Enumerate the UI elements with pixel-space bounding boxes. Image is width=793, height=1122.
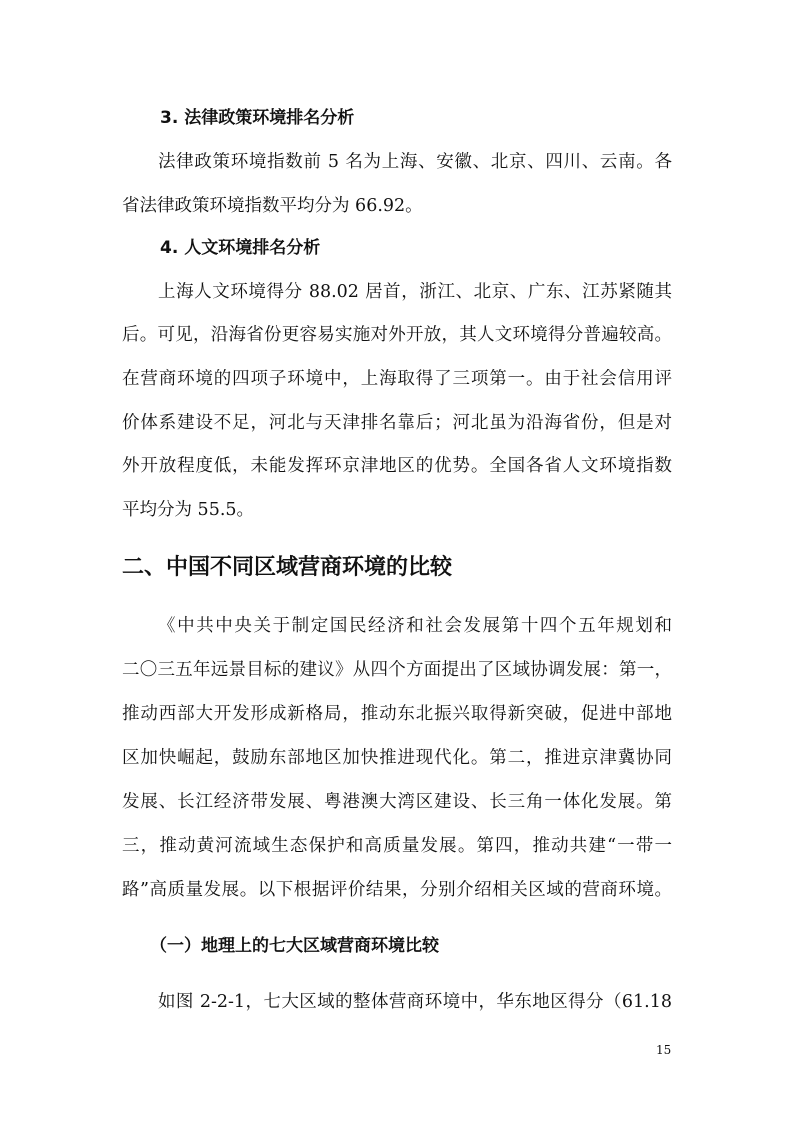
section-heading-law-policy: 3. 法律政策环境排名分析: [160, 108, 355, 128]
paragraph-line: 路”高质量发展。以下根据评价结果，分别介绍相关区域的营商环境。: [122, 880, 672, 900]
paragraph-line: 省法律政策环境指数平均分为 66.92。: [122, 196, 423, 216]
paragraph-line: 法律政策环境指数前 5 名为上海、安徽、北京、四川、云南。各: [158, 152, 672, 172]
paragraph-line: 发展、长江经济带发展、粤港澳大湾区建设、长三角一体化发展。第: [122, 792, 672, 812]
section-heading-humanities: 4. 人文环境排名分析: [160, 238, 321, 258]
paragraph-line: 《中共中央关于制定国民经济和社会发展第十四个五年规划和: [158, 616, 672, 636]
page-number: 15: [656, 1043, 672, 1057]
paragraph-line: 如图 2-2-1，七大区域的整体营商环境中，华东地区得分（61.18: [158, 992, 672, 1012]
paragraph-line: 平均分为 55.5。: [122, 500, 255, 520]
paragraph-line: 外开放程度低，未能发挥环京津地区的优势。全国各省人文环境指数: [122, 456, 672, 476]
paragraph-line: 三，推动黄河流域生态保护和高质量发展。第四，推动共建“一带一: [122, 836, 672, 856]
subsection-heading-seven-regions: （一）地理上的七大区域营商环境比较: [150, 936, 439, 956]
paragraph-line: 后。可见，沿海省份更容易实施对外开放，其人文环境得分普遍较高。: [122, 325, 672, 345]
paragraph-line: 上海人文环境得分 88.02 居首，浙江、北京、广东、江苏紧随其: [158, 282, 672, 302]
paragraph-line: 在营商环境的四项子环境中，上海取得了三项第一。由于社会信用评: [122, 369, 672, 389]
paragraph-line: 区加快崛起，鼓励东部地区加快推进现代化。第二，推进京津冀协同: [122, 748, 672, 768]
paragraph-line: 价体系建设不足，河北与天津排名靠后；河北虽为沿海省份，但是对: [122, 413, 672, 433]
paragraph-line: 二〇三五年远景目标的建议》从四个方面提出了区域协调发展：第一，: [122, 660, 672, 680]
chapter-heading: 二、中国不同区域营商环境的比较: [122, 555, 453, 580]
paragraph-line: 推动西部大开发形成新格局，推动东北振兴取得新突破，促进中部地: [122, 704, 672, 724]
